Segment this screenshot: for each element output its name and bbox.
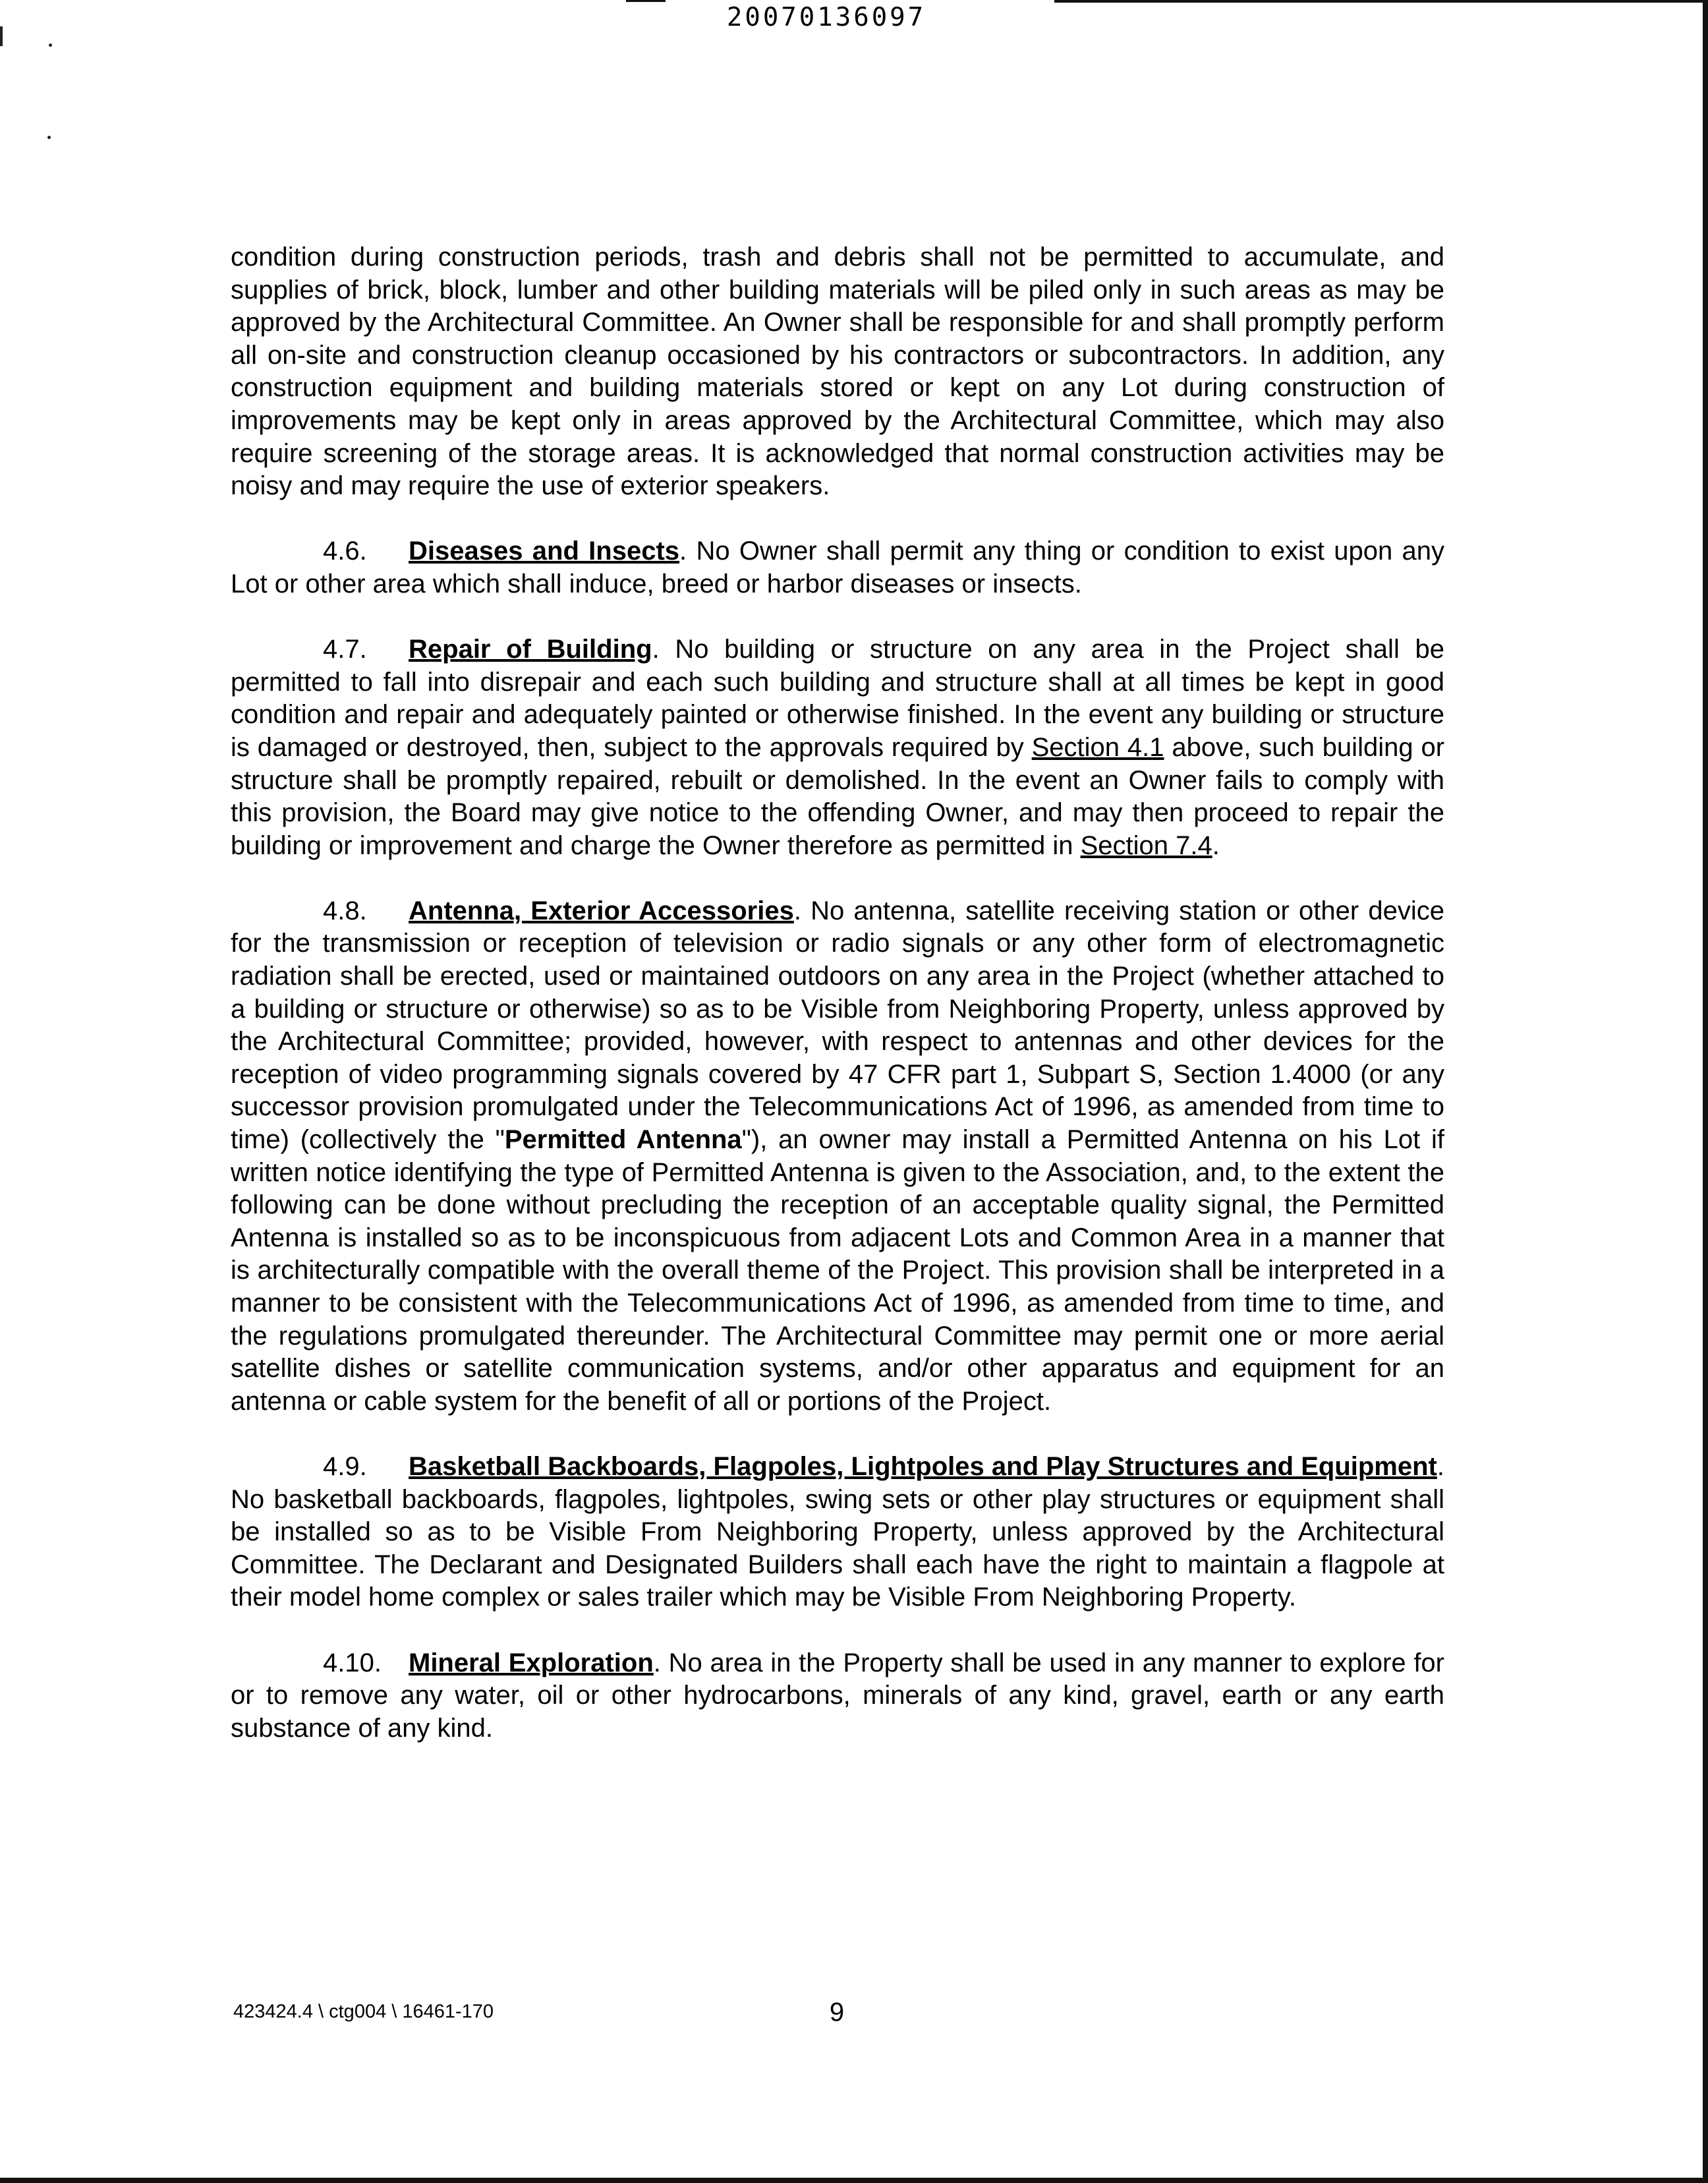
section-number: 4.10.	[323, 1648, 382, 1677]
section-heading: Repair of Building	[409, 635, 652, 664]
scan-speck	[47, 136, 51, 139]
section-text: . No area in the Property shall be used in any manner to explore for or to remove any water, oil or other hydrocarbons, minerals of any kind, gravel, earth or any earth substance of any kind.	[231, 1648, 1445, 1743]
section-4-9	[231, 1451, 1444, 1614]
scan-artifact-right-edge	[1703, 0, 1708, 2183]
page-number: 9	[829, 1998, 845, 2027]
section-text: . No basketball backboards, flagpoles, lightpoles, swing sets or other play structures or equipment shall be installed so as to be Visible From Neighboring Property, unless approved by the Architectural Committee. The Declarant and Designated Builders shall each have the right to maintain a flagpole at their model home complex or sales trailer which may be Visible From Neighboring Property.	[231, 1451, 1444, 1612]
footer-document-id: 423424.4 \ ctg004 \ 16461-170	[233, 2001, 494, 2022]
section-text: above, such building or structure shall be promptly repaired, rebuilt or demolished. In the event an Owner fails to comply with this provision, the Board may give notice to the offending Owner, and may then proceed to repair the building or improvement and charge the Owner therefore as permitted in	[231, 732, 1445, 860]
section-4-7	[231, 633, 1444, 862]
section-number: 4.8.	[323, 896, 367, 925]
section-text: . No building or structure on any area in the Project shall be permitted to fall into disrepair and each such building and structure shall at all times be kept in good condition and repair and adequately painted or otherwise finished. In the event any building or structure is damaged or destroyed, then, subject to the approvals required by	[231, 635, 1444, 762]
section-number: 4.6.	[323, 537, 367, 566]
section-number: 4.7.	[323, 635, 367, 664]
section-text: .	[1212, 830, 1220, 860]
section-4-10	[231, 1647, 1444, 1745]
scan-speck	[49, 44, 52, 47]
section-number: 4.9.	[323, 1451, 367, 1481]
section-heading: Diseases and Insects	[409, 537, 680, 566]
scan-artifact-bottom-edge	[0, 2178, 1708, 2183]
section-cross-reference: Section 7.4	[1080, 830, 1212, 860]
document-body	[231, 241, 1444, 1778]
document-number: 20070136097	[726, 3, 926, 32]
section-4-6	[231, 535, 1444, 600]
section-4-8	[231, 895, 1444, 1418]
section-text: . No antenna, satellite receiving station or other device for the transmission or reception of television or radio signals or any other form of electromagnetic radiation shall be erected, used or maintained outdoors on any area in the Project (whether attached to a building or structure or otherwise) so as to be Visible from Neighboring Property, unless approved by the Architectural Committee; provided, however, with respect to antennas and other devices for the reception of video programming signals covered by 47 CFR part 1, Subpart S, Section 1.4000 (or any successor provision promulgated under the Telecommunications Act of 1996, as amended from time to time) (collectively the "	[231, 896, 1444, 1155]
paragraph-continuation: condition during construction periods, trash and debris shall not be permitted to accumulate, and supplies of brick, block, lumber and other building materials will be piled only in such areas as may be approved by the Architectural Committee. An Owner shall be responsible for and shall promptly perform all on-site and construction cleanup occasioned by his contractors or subcontractors. In addition, any construction equipment and building materials stored or kept on any Lot during construction of improvements may be kept only in areas approved by the Architectural Committee, which may also require screening of the storage areas. It is acknowledged that normal construction activities may be noisy and may require the use of exterior speakers.	[231, 243, 1444, 501]
section-heading: Basketball Backboards, Flagpoles, Lightpoles and Play Structures and Equipment	[409, 1451, 1437, 1481]
defined-term: Permitted Antenna	[504, 1125, 742, 1155]
section-text: "), an owner may install a Permitted Antenna on his Lot if written notice identifying the type of Permitted Antenna is given to the Association, and, to the extent the following can be done without precluding the reception of an acceptable quality signal, the Permitted Antenna is installed so as to be inconspicuous from adjacent Lots and Common Area in a manner that is architecturally compatible with the overall theme of the Project. This provision shall be interpreted in a manner to be consistent with the Telecommunications Act of 1996, as amended from time to time, and the regulations promulgated thereunder. The Architectural Committee may permit one or more aerial satellite dishes or satellite communication systems, and/or other apparatus and equipment for an antenna or cable system for the benefit of all or portions of the Project.	[231, 1125, 1445, 1416]
section-heading: Antenna, Exterior Accessories	[409, 896, 794, 925]
section-cross-reference: Section 4.1	[1031, 732, 1164, 762]
section-heading: Mineral Exploration	[409, 1648, 654, 1677]
section-text: . No Owner shall permit any thing or condition to exist upon any Lot or other area which shall induce, breed or harbor diseases or insects.	[231, 537, 1444, 598]
